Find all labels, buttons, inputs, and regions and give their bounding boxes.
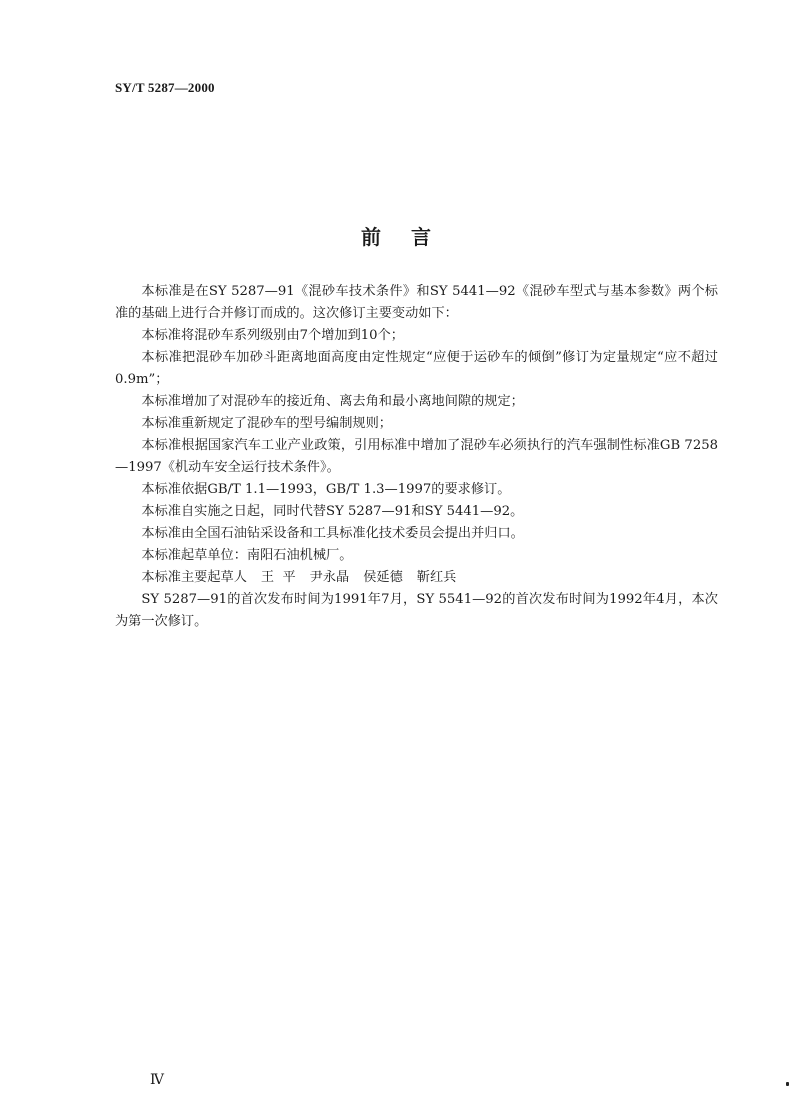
page-number: Ⅳ bbox=[150, 1073, 164, 1088]
paragraph-series-levels: 本标准将混砂车系列级别由7个增加到10个； bbox=[141, 328, 404, 343]
drafter-name: 尹永晶 bbox=[309, 570, 350, 585]
paragraph-publication-history: SY 5287—91的首次发布时间为1991年7月，SY 5541—92的首次发布时间为1992年4月，本次为第一次修订。 bbox=[115, 592, 718, 629]
paragraph-angles: 本标准增加了对混砂车的接近角、离去角和最小离地间隙的规定； bbox=[141, 394, 524, 409]
drafters-label: 本标准主要起草人 bbox=[141, 570, 247, 585]
scan-artifact-dot bbox=[786, 1082, 789, 1086]
foreword-body bbox=[115, 281, 718, 633]
paragraph-basis: 本标准依据GB/T 1.1—1993，GB/T 1.3—1997的要求修订。 bbox=[141, 482, 511, 497]
paragraph-model-rules: 本标准重新规定了混砂车的型号编制规则； bbox=[141, 416, 392, 431]
page-title: 前言 bbox=[361, 225, 461, 249]
paragraph-committee: 本标准由全国石油钻采设备和工具标准化技术委员会提出并归口。 bbox=[141, 526, 524, 541]
paragraph-hopper-height: 本标准把混砂车加砂斗距离地面高度由定性规定“应便于运砂车的倾倒”修订为定量规定“应不超过0.9m”； bbox=[115, 350, 718, 387]
paragraph-drafting-unit: 本标准起草单位：南阳石油机械厂。 bbox=[141, 548, 353, 563]
paragraph-industry-policy: 本标准根据国家汽车工业产业政策，引用标准中增加了混砂车必须执行的汽车强制性标准GB 7258—1997《机动车安全运行技术条件》。 bbox=[115, 438, 718, 475]
drafter-name: 侯延德 bbox=[363, 570, 403, 585]
drafter-name: 王 平 bbox=[260, 570, 296, 585]
paragraph-intro: 本标准是在SY 5287—91《混砂车技术条件》和SY 5441—92《混砂车型式与基本参数》两个标准的基础上进行合并修订而成的。这次修订主要变动如下： bbox=[115, 284, 718, 321]
drafter-name: 靳红兵 bbox=[416, 570, 457, 585]
paragraph-drafters bbox=[115, 567, 718, 589]
paragraph-replacement: 本标准自实施之日起，同时代替SY 5287—91和SY 5441—92。 bbox=[141, 504, 524, 519]
standard-code-header: SY/T 5287—2000 bbox=[115, 80, 215, 95]
